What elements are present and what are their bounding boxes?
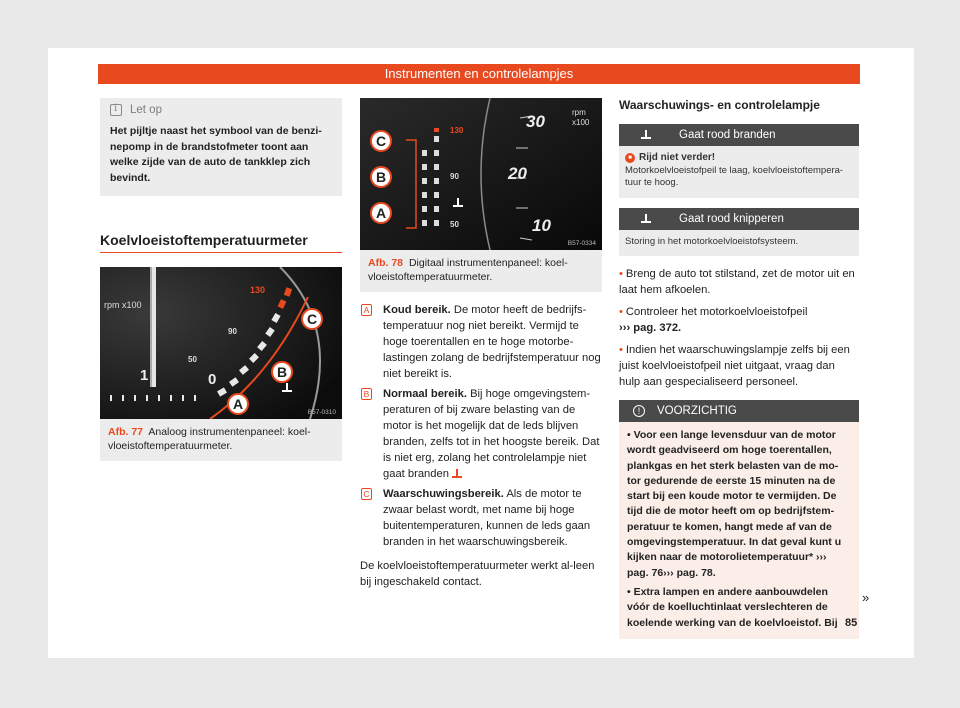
figure-caption-text: Digitaal instrumentenpaneel: koel-vloeistoftemperatuurmeter. <box>368 257 568 283</box>
note-box <box>100 98 342 196</box>
caution-item: • Extra lampen en andere aanbouwdelen vóór de koelluchtinlaat verslechteren de koelende werking van de koelvloeistof. Bij <box>627 585 838 629</box>
definition-item <box>360 302 602 382</box>
rpm-label: rpm <box>572 108 586 117</box>
column-middle <box>360 98 602 590</box>
warning-header-text: Gaat rood branden <box>679 129 776 141</box>
warning-red-on-body <box>619 146 859 198</box>
temp-130-label: 130 <box>250 285 266 295</box>
callout-b: B <box>271 361 293 383</box>
rpm-10-label: 10 <box>532 216 551 235</box>
rpm-20-label: 20 <box>508 164 527 183</box>
warning-text: Motorkoelvloeistofpeil te laag, koelvloeistoftempera-tuur te hoog. <box>625 164 844 188</box>
coolant-temperature-icon <box>641 214 651 224</box>
digital-gauge-illustration <box>360 98 602 250</box>
rpm-digit-1: 1 <box>140 367 149 384</box>
definition-badge: A <box>361 304 372 316</box>
figure-code: B57-0334 <box>567 240 596 247</box>
definition-term: Koud bereik. <box>383 304 451 316</box>
list-item: • Controleer het motorkoelvloeistofpeil ››› pag. 372. <box>619 306 808 334</box>
page-number: 85 <box>845 617 858 629</box>
page-reference: ››› pag. 372. <box>619 322 682 334</box>
note-title: Let op <box>130 104 162 116</box>
list-item: • Breng de auto tot stilstand, zet de motor uit en laat hem afkoelen. <box>619 268 855 296</box>
figure-label: Afb. 77 <box>108 426 144 438</box>
figure-78-image <box>360 98 602 250</box>
temp-50-label: 50 <box>188 355 197 364</box>
temp-130-label: 130 <box>450 126 464 135</box>
warning-red-on-header <box>619 124 859 146</box>
definition-term: Waarschuwingsbereik. <box>383 488 504 500</box>
caution-title: VOORZICHTIG <box>657 405 737 417</box>
caution-item: • Voor een lange levensduur van de motor wordt geadviseerd om hoge toerentallen, plankgas en het sterk belasten van de mo-tor gedurende de eerste 15 minuten na de start bij een koude motor te vermijden. De tijd die de motor heeft om op bedrijfstem-peratuur te komen, hangt mede af van de omgevingstemperatuur. In dat geval kunt u kijken naar de motorolietemperatuur* ››› pag. 76››› pag. 78. <box>627 429 842 579</box>
callout-b: B <box>370 166 392 188</box>
stop-text: Rijd niet verder! <box>639 152 716 163</box>
definition-badge: C <box>361 488 372 500</box>
warning-red-blink-header <box>619 208 859 230</box>
rpm-digit-0: 0 <box>208 371 217 388</box>
figure-code: B57-0310 <box>307 409 336 416</box>
info-icon <box>110 104 122 116</box>
warnings-heading: Waarschuwings- en controlelampje <box>619 98 820 112</box>
callout-c: C <box>370 130 392 152</box>
note-text: Het pijltje naast het symbool van de benzi-nepomp in de brandstofmeter toont aan welke zijde van de auto de tankklep zich bevindt. <box>110 125 322 184</box>
range-definitions <box>360 302 602 550</box>
definition-badge: B <box>361 388 372 400</box>
figure-77-caption <box>100 419 342 461</box>
definition-text: De motor heeft de bedrijfs-temperatuur nog niet bereikt. Vermijd te hoge toerentallen en te hoge motorbe-lastingen zolang de bedrijfstemperatuur nog niet bereikt is. <box>383 304 601 380</box>
stop-icon: ■ <box>625 153 635 163</box>
figure-78-caption <box>360 250 602 292</box>
figure-label: Afb. 78 <box>368 257 404 269</box>
analog-gauge-illustration <box>100 267 342 419</box>
coolant-temperature-icon <box>452 469 462 479</box>
warning-header-text: Gaat rood knipperen <box>679 212 784 225</box>
figure-77-image <box>100 267 342 419</box>
column-left <box>100 98 342 461</box>
callout-a: A <box>370 202 392 224</box>
warning-text: Storing in het motorkoelvloeistofsysteem. <box>625 235 799 247</box>
section-heading: Koelvloeistoftemperatuurmeter <box>100 232 342 253</box>
caution-box <box>619 400 859 639</box>
continue-marker: » <box>862 590 870 605</box>
rpm-30-label: 30 <box>526 112 545 131</box>
callout-a: A <box>227 393 249 415</box>
closing-paragraph: De koelvloeistoftemperatuurmeter werkt al-leen bij ingeschakeld contact. <box>360 560 595 588</box>
temp-90-label: 90 <box>228 327 237 336</box>
definition-text: Als de motor te zwaar belast wordt, met name bij hoge buitentemperaturen, kunnen de leds gaan branden in het waarschuwingsbereik. <box>383 488 591 548</box>
definition-item <box>360 386 602 482</box>
column-right <box>619 98 859 639</box>
callout-c: C <box>301 308 323 330</box>
coolant-temperature-icon <box>641 130 651 140</box>
list-item: • Indien het waarschuwingslampje zelfs bij een juist koelvloeistofpeil niet uitgaat, vraag dan hulp aan gespecialiseerd personeel. <box>619 344 850 388</box>
temp-50-label: 50 <box>450 220 459 229</box>
temp-90-label: 90 <box>450 172 459 181</box>
figure-caption-text: Analoog instrumentenpaneel: koel-vloeistoftemperatuurmeter. <box>108 426 311 452</box>
page-header: Instrumenten en controlelampjes <box>98 64 860 84</box>
definition-text: Bij hoge omgevingstem-peraturen of bij zware belasting van de motor is het mogelijk dat de leds blijven branden, zelfs tot in het hoogste bereik. Dat is niet erg, zolang het controlelampje niet gaat branden <box>383 388 600 480</box>
warning-red-blink-body <box>619 230 859 257</box>
rpm-multiplier-label: x100 <box>572 118 590 127</box>
definition-item <box>360 486 602 550</box>
caution-icon: ! <box>633 405 645 417</box>
rpm-unit-label: rpm x100 <box>104 300 142 310</box>
definition-term: Normaal bereik. <box>383 388 467 400</box>
